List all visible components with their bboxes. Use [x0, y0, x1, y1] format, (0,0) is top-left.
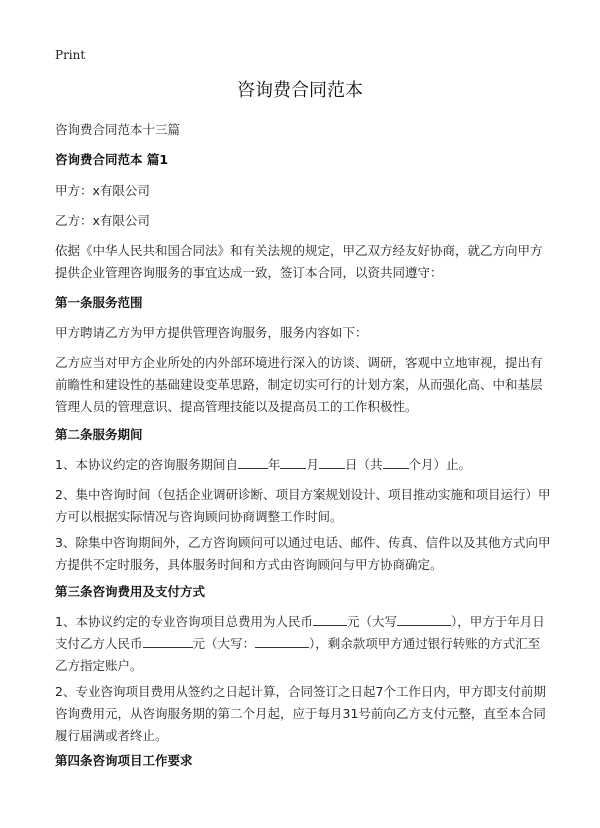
- fill-blank-total-fee: [313, 611, 347, 626]
- fill-blank-months-total: [383, 454, 409, 469]
- article-2-paragraph-3: 3、除集中咨询期间外，乙方咨询顾问可以通过电话、邮件、传真、信件以及其他方式向甲方提供不定时服务，具体服务时间和方式由咨询顾问与甲方协商确定。: [55, 535, 551, 572]
- article-1-paragraph-1: 甲方聘请乙方为甲方提供管理咨询服务，服务内容如下：: [55, 325, 368, 340]
- document-subtitle: 咨询费合同范本十三篇: [55, 122, 181, 137]
- article-3-p1-text-b: 元（大写: [346, 614, 397, 629]
- fill-blank-year: [238, 454, 268, 469]
- print-link[interactable]: Print: [55, 48, 86, 62]
- article-1-paragraph-2: 乙方应当对甲方企业所处的内外部环境进行深入的访谈、调研，客观中立地审视，提出有前瞻性和建设性的基础建设变革思路，制定切实可行的计划方案，从而强化高、中和基层管理人员的管理意识、提高管理技能以及提高员工的工作积极性。: [55, 355, 543, 414]
- article-3-paragraph-2: 2、专业咨询项目费用从签约之日起计算，合同签订之日起7个工作日内，甲方即支付前期咨询费用元，从咨询服务期的第二个月起，应于每月31号前向乙方支付元整，直至本合同履行届满或者终止。: [55, 684, 546, 743]
- article-2-p1-text-b: 年: [267, 457, 281, 472]
- article-4-heading: 第四条咨询项目工作要求: [55, 753, 193, 768]
- article-1-heading: 第一条服务范围: [55, 295, 143, 310]
- fill-blank-payment: [143, 633, 193, 648]
- article-2-p1-text-d: 日（共: [345, 457, 383, 472]
- article-2-p1-text-e: 个月）止。: [408, 457, 472, 472]
- article-2-p1-text-a: 1、本协议约定的咨询服务期间自: [55, 457, 238, 472]
- article-3-p1-text-e: ），剩余款项甲方通过银行转账的方式汇至乙方指定账户。: [55, 636, 541, 673]
- article-3-p1-text-d: 元（大写：: [192, 636, 256, 651]
- article-2-p1-text-c: 月: [306, 457, 319, 472]
- article-2-paragraph-1: [55, 454, 551, 476]
- fill-blank-month: [280, 454, 306, 469]
- fill-blank-total-fee-uppercase: [397, 611, 451, 626]
- fill-blank-day: [319, 454, 345, 469]
- fill-blank-payment-uppercase: [255, 633, 309, 648]
- intro-paragraph: 依据《中华人民共和国合同法》和有关法规的规定，甲乙双方经友好协商，就乙方向甲方提供企业管理咨询服务的事宜达成一致，签订本合同，以资共同遵守：: [55, 243, 543, 280]
- section-title: 咨询费合同范本 篇1: [55, 152, 169, 167]
- page-title: 咨询费合同范本: [237, 80, 363, 101]
- article-3-p1-text-c: ），甲方于年月日支付乙方人民币: [55, 614, 545, 651]
- article-2-paragraph-2: 2、集中咨询时间（包括企业调研诊断、项目方案规划设计、项目推动实施和项目运行）甲方可以根据实际情况与咨询顾问协商调整工作时间。: [55, 487, 551, 524]
- article-3-heading: 第三条咨询费用及支付方式: [55, 584, 206, 599]
- party-a: 甲方：x有限公司: [55, 183, 150, 198]
- article-2-heading: 第二条服务期间: [55, 427, 143, 442]
- article-3-p1-text-a: 1、本协议约定的专业咨询项目总费用为人民币: [55, 614, 313, 629]
- article-3-paragraph-1: [55, 611, 551, 677]
- party-b: 乙方：x有限公司: [55, 213, 150, 228]
